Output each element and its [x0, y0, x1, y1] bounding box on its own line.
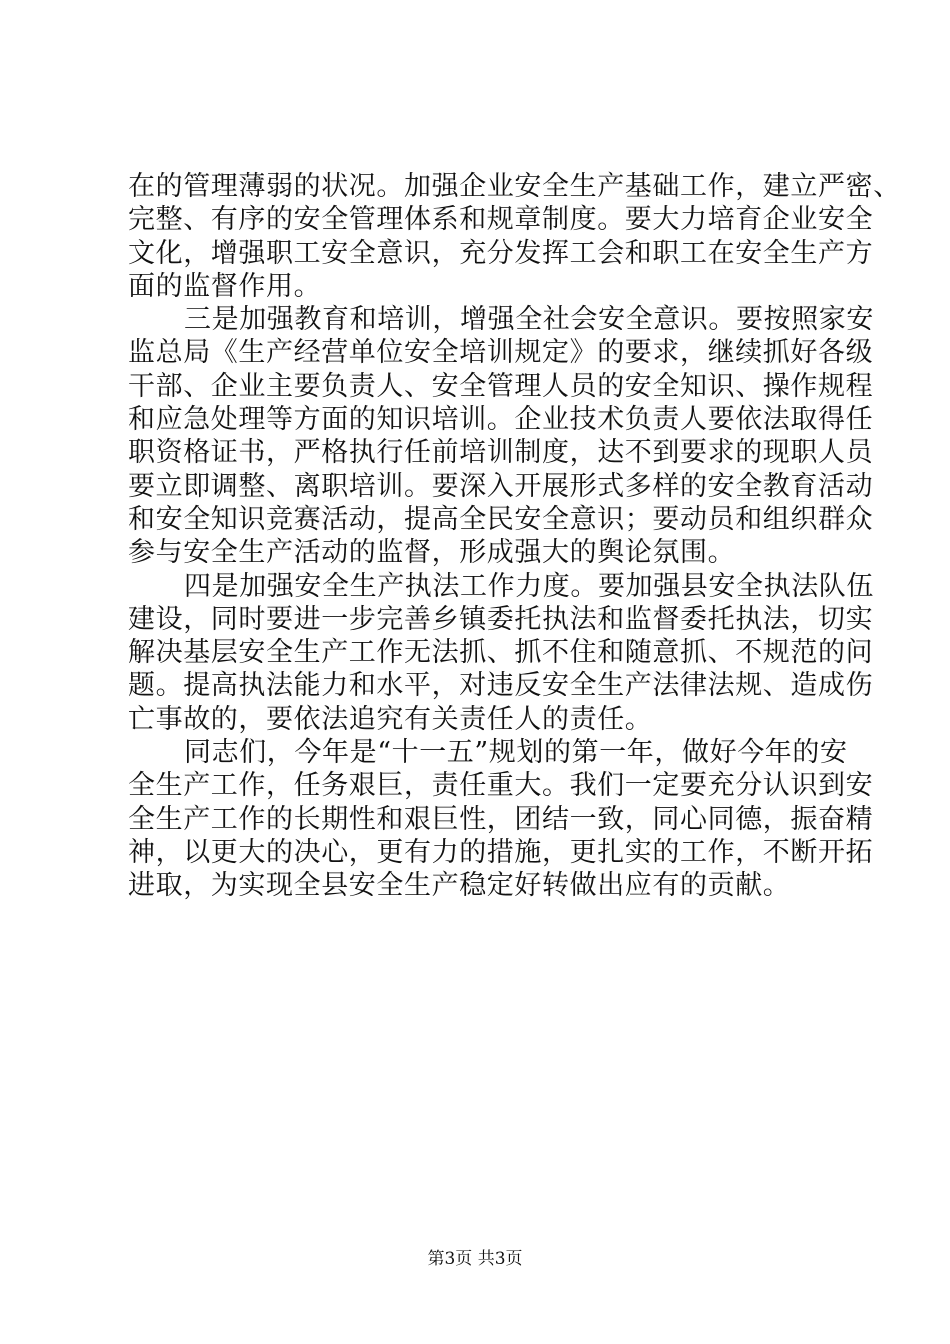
text-line: 和应急处理等方面的知识培训。企业技术负责人要依法取得任	[128, 404, 874, 436]
text-line: 神，以更大的决心，更有力的措施，更扎实的工作，不断开拓	[128, 836, 874, 868]
text-line: 面的监督作用。	[128, 270, 322, 302]
paragraph-start-line: 四是加强安全生产执法工作力度。要加强县安全执法队伍	[184, 570, 874, 602]
text-line: 建设，同时要进一步完善乡镇委托执法和监督委托执法，切实	[128, 603, 874, 635]
text-line: 和安全知识竞赛活动，提高全民安全意识；要动员和组织群众	[128, 503, 874, 535]
page-footer: 第3页 共3页	[427, 1249, 523, 1269]
text-line: 在的管理薄弱的状况。加强企业安全生产基础工作，建立严密、	[128, 171, 901, 202]
paragraph-start-line: 三是加强教育和培训，增强全社会安全意识。要按照家安	[184, 304, 874, 336]
text-line: 进取，为实现全县安全生产稳定好转做出应有的贡献。	[128, 870, 791, 902]
text-line: 全生产工作的长期性和艰巨性，团结一致，同心同德，振奋精	[128, 803, 874, 835]
text-line: 全生产工作，任务艰巨，责任重大。我们一定要充分认识到安	[128, 770, 874, 802]
text-line: 参与安全生产活动的监督，形成强大的舆论氛围。	[128, 537, 736, 569]
text-line: 要立即调整、离职培训。要深入开展形式多样的安全教育活动	[128, 470, 874, 502]
paragraph-start-line: 同志们，今年是“十一五”规划的第一年，做好今年的安	[184, 737, 848, 769]
document-body	[128, 170, 901, 903]
text-line: 题。提高执法能力和水平，对违反安全生产法律法规、造成伤	[128, 670, 874, 702]
text-line: 监总局《生产经营单位安全培训规定》的要求，继续抓好各级	[128, 337, 874, 369]
text-line: 文化，增强职工安全意识，充分发挥工会和职工在安全生产方	[128, 237, 874, 269]
text-line: 解决基层安全生产工作无法抓、抓不住和随意抓、不规范的问	[128, 637, 874, 669]
text-line: 职资格证书，严格执行任前培训制度，达不到要求的现职人员	[128, 437, 874, 469]
text-line: 亡事故的，要依法追究有关责任人的责任。	[128, 703, 653, 735]
text-line: 完整、有序的安全管理体系和规章制度。要大力培育企业安全	[128, 204, 874, 236]
text-line: 干部、企业主要负责人、安全管理人员的安全知识、操作规程	[128, 370, 874, 402]
